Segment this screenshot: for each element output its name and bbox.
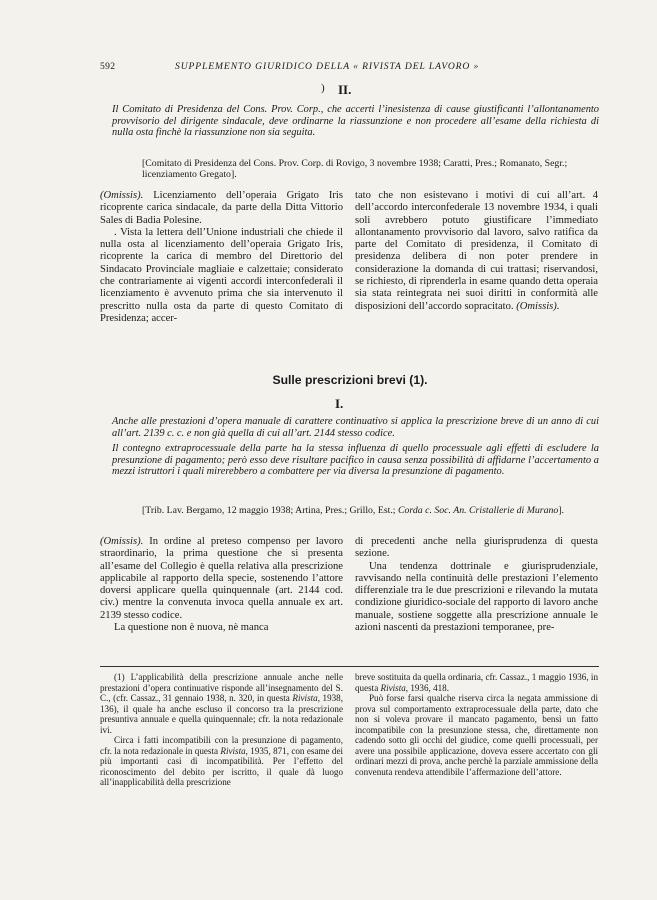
summary-i-b: Il contegno extraprocessuale della parte ha la stessa influenza di quello processuale agli effetti di escludere la presunzione di pagamento; però esso deve risultare pacifico in causa senza possibilità di affidarne l’accertamento a mezzi istruttori i quali mirerebbero a combattere per via diversa la presunzione di pagamento. bbox=[112, 443, 599, 478]
section-mark: ) bbox=[321, 82, 325, 94]
body-ii-right-column bbox=[355, 190, 598, 313]
omissis-lead: (Omissis). bbox=[100, 536, 144, 547]
paragraph: La questione non è nuova, nè manca bbox=[114, 622, 269, 634]
summary-ii: Il Comitato di Presidenza del Cons. Prov. Corp., che accerti l’inesistenza di cause giustificanti l’allontanamento provvisorio del dirigente sindacale, deve ordinarne la riassunzione e non procedere all’esame della richiesta di nulla osta finchè la riassunzione non sia seguita. bbox=[112, 104, 599, 139]
paragraph: . Vista la lettera dell’Unione industriali che chiede il nulla osta al licenziamento dell’operaia Grigato Iris, ricoprente la carica di membro del Direttorio del Sindacato Provinciale magliaie e calzettaie; considerato che contrariamente ai vigenti accordi interconfederali il licenziamento è avvenuto prima che sia intervenuto il prescritto nulla osta da parte di questo Comitato di Presidenza; accer- bbox=[100, 226, 343, 324]
omissis-lead: (Omissis). bbox=[100, 190, 144, 201]
source-i: [Trib. Lav. Bergamo, 12 maggio 1938; Artina, Pres.; Grillo, Est.; Corda c. Soc. An. Cristallerie di Murano]. bbox=[142, 505, 564, 516]
section-title: Sulle prescrizioni brevi (1). bbox=[272, 373, 428, 387]
section-number-i: I. bbox=[335, 396, 344, 411]
paragraph: Una tendenza dottrinale e giurisprudenziale, ravvisando nella continuità delle prestazioni l’elemento differenziale tra le due prescrizioni e rilevando la mutata condizione giuridico-sociale del rapporto di lavoro anche manuale, sostiene soggette alla prescrizione annuale le azioni nascenti da prestazioni temporanee, pre- bbox=[355, 560, 598, 634]
footnote-divider bbox=[100, 666, 599, 667]
footnote-right-column: breve sostituita da quella ordinaria, cfr. Cassaz., 1 maggio 1936, in questa Rivista, 1936, 418. Può forse farsi qualche riserva circa la negata ammissione di prova sul comportamento extraprocessuale della parte, dato che non si voleva provare il mancato pagamento, bensì un fatto incompatibile con la presunzione stessa, che, direttamente non cadendo sotto gli occhi del giudice, come quelli processuali, per avere una possibile applicazione, doveva essere accertato con gli ordinari mezzi di prova, anche perchè la parziale ammissione della convenuta rendeva attendibile l’affermazione dell’attore. bbox=[355, 672, 598, 777]
paragraph: di precedenti anche nella giurisprudenza di questa sezione. bbox=[355, 536, 598, 560]
paragraph: tato che non esistevano i motivi di cui all’art. 4 dell’accordo interconfederale 13 novembre 1934, i quali soli avrebbero potuto giustificare l’immediato allontanamento provvisorio dal lavoro, salvo ratifica da parte del Comitato di presidenza, il Comitato di presidenza delibera di non poter prendere in considerazione la domanda di cui trattasi; riservandosi, se richiesto, di riprenderla in esame quando detta operaia sia stata reintegrata nei suoi diritti in conformità alle disposizioni dell’accordo sopracitato. bbox=[355, 190, 598, 312]
omissis-tail: (Omissis). bbox=[513, 300, 560, 312]
page-number: 592 bbox=[100, 61, 116, 72]
paragraph: Licenziamento dell’operaia Grigato Iris ricoprente carica sindacale, da parte della Ditta Vittorio Sales di Badia Polesine. bbox=[100, 190, 343, 226]
case-parties: Corda c. Soc. An. Cristallerie di Murano bbox=[397, 505, 559, 516]
running-title: SUPPLEMENTO GIURIDICO DELLA « RIVISTA DEL LAVORO » bbox=[175, 61, 480, 72]
body-ii-left-column bbox=[100, 190, 343, 325]
footnote-left-column: (1) L’applicabilità della prescrizione annuale anche nelle prestazioni d’opera continuative risponde all’insegnamento del S. C., (cfr. Cassaz., 31 gennaio 1938, n. 320, in questa Rivista, 1938, 136), il quale ha anche escluso il concorso tra la prescrizione presuntiva annuale e quella quinquennale; cfr. la nota redazionale ivi. Circa i fatti incompatibili con la presunzione di pagamento, cfr. la nota redazionale in questa Rivista, 1935, 871, con esame dei più importanti casi di incompatibilità. Per l’effetto del riconoscimento del debito per iscritto, il quale dà luogo all’inapplicabilità della prescrizione bbox=[100, 672, 344, 788]
source-ii: [Comitato di Presidenza del Cons. Prov. Corp. di Rovigo, 3 novembre 1938; Caratti, Pres.; Romanato, Segr.; licenziamento Gregato]. bbox=[142, 158, 568, 181]
paragraph: In ordine al preteso compenso per lavoro straordinario, la prima questione che si presenta all’esame del Collegio è quella relativa alla prescrizione applicabile al rapporto della specie, sostenendo l’attore doversi applicare quella quinquennale (art. 2144 cod. civ.) mentre la convenuta invoca quella annuale ex art. 2139 stesso codice. bbox=[100, 536, 343, 621]
body-i-right-column bbox=[355, 536, 598, 634]
summary-i-a: Anche alle prestazioni d’opera manuale di carattere continuativo si applica la prescrizione breve di un anno di cui all’art. 2139 c. c. e non già quella di cui all’art. 2144 stesso codice. bbox=[112, 416, 599, 439]
section-number-ii: II. bbox=[338, 82, 352, 97]
body-i-left-column bbox=[100, 536, 343, 634]
